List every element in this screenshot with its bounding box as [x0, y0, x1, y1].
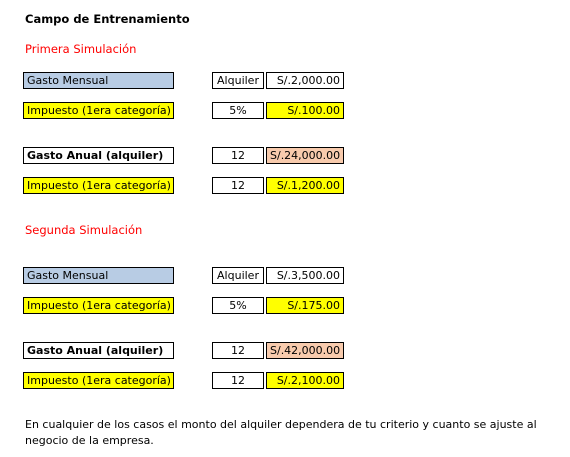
- gasto-mensual-type: Alquiler: [212, 72, 264, 89]
- section-heading-primera: Primera Simulación: [25, 42, 137, 56]
- impuesto-mensual-label: Impuesto (1era categoría): [23, 297, 174, 314]
- impuesto-mensual-label: Impuesto (1era categoría): [23, 102, 174, 119]
- impuesto-anual-months: 12: [212, 372, 264, 389]
- impuesto-anual-label: Impuesto (1era categoría): [23, 372, 174, 389]
- gasto-anual-value: S/.24,000.00: [266, 147, 344, 164]
- gasto-mensual-label: Gasto Mensual: [23, 267, 174, 284]
- impuesto-anual-value: S/.1,200.00: [266, 177, 344, 194]
- impuesto-mensual-value: S/.175.00: [266, 297, 344, 314]
- gasto-anual-label: Gasto Anual (alquiler): [23, 342, 174, 359]
- impuesto-mensual-value: S/.100.00: [266, 102, 344, 119]
- gasto-mensual-value: S/.2,000.00: [266, 72, 344, 89]
- page-title: Campo de Entrenamiento: [25, 12, 190, 26]
- footer-note: En cualquier de los casos el monto del alquiler dependera de tu criterio y cuanto se ajuste al negocio de la empresa.: [25, 418, 537, 447]
- gasto-mensual-type: Alquiler: [212, 267, 264, 284]
- gasto-anual-months: 12: [212, 147, 264, 164]
- gasto-anual-months: 12: [212, 342, 264, 359]
- impuesto-anual-months: 12: [212, 177, 264, 194]
- impuesto-mensual-rate: 5%: [212, 297, 264, 314]
- impuesto-mensual-rate: 5%: [212, 102, 264, 119]
- gasto-mensual-label: Gasto Mensual: [23, 72, 174, 89]
- section-heading-segunda: Segunda Simulación: [25, 223, 143, 237]
- gasto-anual-value: S/.42,000.00: [266, 342, 344, 359]
- impuesto-anual-value: S/.2,100.00: [266, 372, 344, 389]
- gasto-mensual-value: S/.3,500.00: [266, 267, 344, 284]
- gasto-anual-label: Gasto Anual (alquiler): [23, 147, 174, 164]
- impuesto-anual-label: Impuesto (1era categoría): [23, 177, 174, 194]
